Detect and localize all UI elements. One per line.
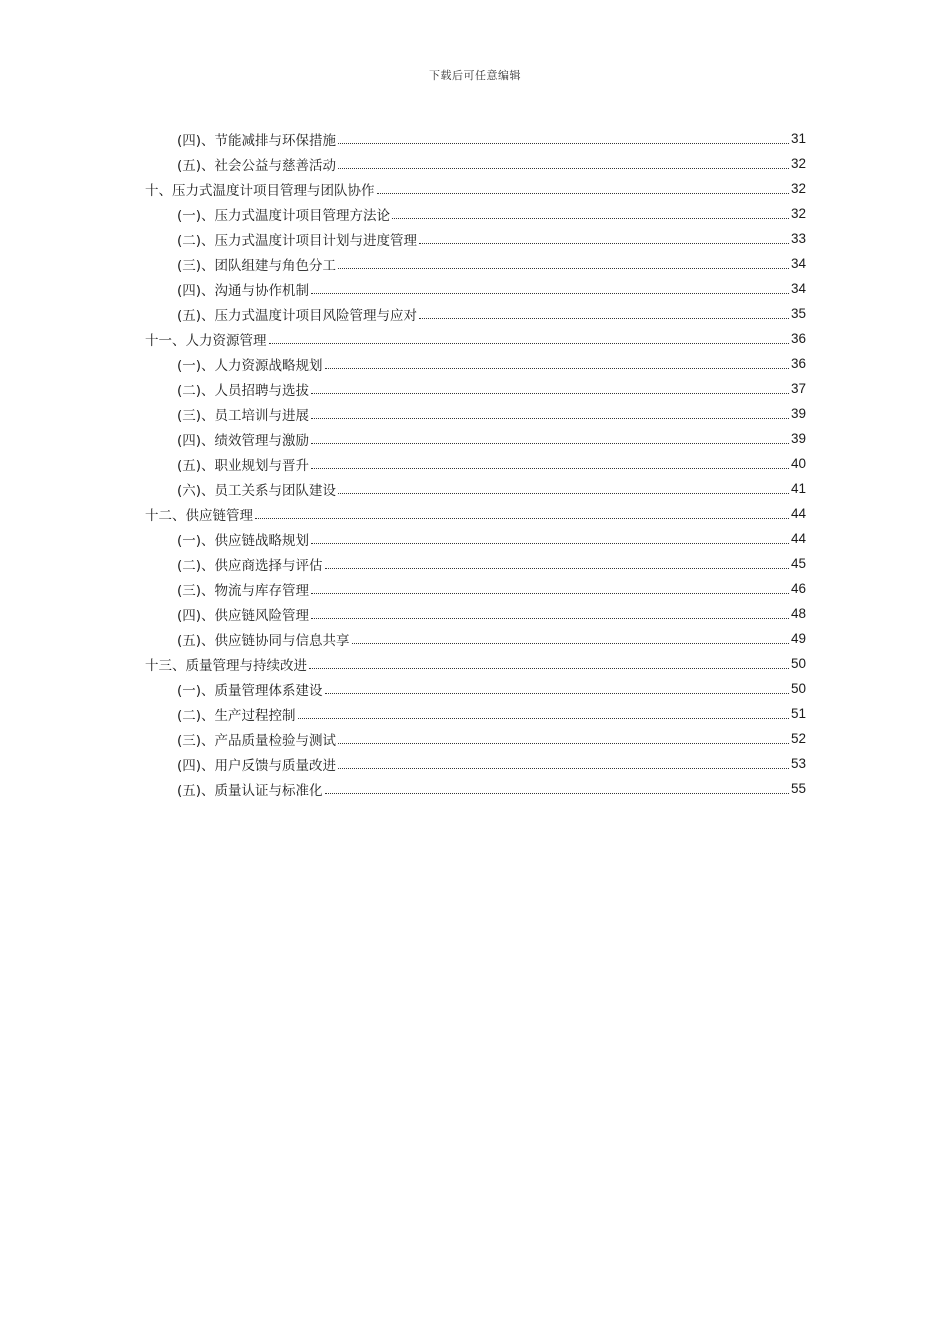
- toc-dot-leader: [392, 218, 789, 219]
- table-of-contents: [145, 126, 806, 801]
- toc-section-entry[interactable]: [145, 601, 806, 626]
- toc-dot-leader: [419, 318, 789, 319]
- toc-page-number: 53: [790, 756, 806, 771]
- toc-page-number: 55: [790, 781, 806, 796]
- page-header: 下载后可任意编辑: [429, 69, 521, 82]
- toc-page-number: 44: [790, 531, 806, 546]
- toc-entry-label: (五)、质量认证与标准化: [177, 782, 323, 799]
- toc-page-number: 40: [790, 456, 806, 471]
- toc-entry-label: (五)、供应链协同与信息共享: [177, 632, 350, 649]
- toc-entry-label: (四)、节能减排与环保措施: [177, 132, 337, 149]
- toc-page-number: 34: [790, 281, 806, 296]
- toc-entry-label: (四)、沟通与协作机制: [177, 282, 310, 299]
- toc-dot-leader: [309, 668, 789, 669]
- toc-page-number: 35: [790, 306, 806, 321]
- toc-dot-leader: [338, 743, 789, 744]
- toc-entry-label: (一)、压力式温度计项目管理方法论: [177, 207, 391, 224]
- toc-section-entry[interactable]: [145, 351, 806, 376]
- toc-entry-label: 十一、人力资源管理: [145, 332, 267, 349]
- toc-entry-label: (二)、供应商选择与评估: [177, 557, 323, 574]
- toc-section-entry[interactable]: [145, 126, 806, 151]
- toc-dot-leader: [269, 343, 789, 344]
- toc-section-entry[interactable]: [145, 301, 806, 326]
- toc-entry-label: (四)、绩效管理与激励: [177, 432, 310, 449]
- toc-entry-label: (五)、职业规划与晋升: [177, 457, 310, 474]
- toc-page-number: 36: [790, 331, 806, 346]
- toc-entry-label: (二)、生产过程控制: [177, 707, 296, 724]
- toc-page-number: 37: [790, 381, 806, 396]
- toc-dot-leader: [338, 493, 789, 494]
- toc-section-entry[interactable]: [145, 276, 806, 301]
- toc-entry-label: (三)、员工培训与进展: [177, 407, 310, 424]
- toc-page-number: 45: [790, 556, 806, 571]
- toc-dot-leader: [311, 543, 789, 544]
- toc-chapter-entry[interactable]: [145, 326, 806, 351]
- toc-page-number: 41: [790, 481, 806, 496]
- toc-entry-label: (一)、质量管理体系建设: [177, 682, 323, 699]
- toc-page-number: 33: [790, 231, 806, 246]
- toc-page-number: 50: [790, 681, 806, 696]
- toc-page-number: 36: [790, 356, 806, 371]
- toc-section-entry[interactable]: [145, 151, 806, 176]
- toc-section-entry[interactable]: [145, 476, 806, 501]
- toc-entry-label: (五)、压力式温度计项目风险管理与应对: [177, 307, 418, 324]
- toc-section-entry[interactable]: [145, 426, 806, 451]
- toc-entry-label: (三)、产品质量检验与测试: [177, 732, 337, 749]
- toc-entry-label: (二)、压力式温度计项目计划与进度管理: [177, 232, 418, 249]
- toc-entry-label: 十二、供应链管理: [145, 507, 253, 524]
- toc-dot-leader: [311, 293, 789, 294]
- toc-page-number: 46: [790, 581, 806, 596]
- toc-dot-leader: [311, 443, 789, 444]
- toc-entry-label: (一)、供应链战略规划: [177, 532, 310, 549]
- toc-page-number: 51: [790, 706, 806, 721]
- toc-dot-leader: [311, 618, 789, 619]
- toc-entry-label: (二)、人员招聘与选拔: [177, 382, 310, 399]
- toc-dot-leader: [311, 393, 789, 394]
- toc-dot-leader: [255, 518, 789, 519]
- toc-dot-leader: [338, 268, 789, 269]
- toc-entry-label: (四)、用户反馈与质量改进: [177, 757, 337, 774]
- toc-section-entry[interactable]: [145, 376, 806, 401]
- toc-dot-leader: [325, 693, 789, 694]
- toc-dot-leader: [419, 243, 789, 244]
- toc-entry-label: 十、压力式温度计项目管理与团队协作: [145, 182, 375, 199]
- toc-dot-leader: [325, 793, 789, 794]
- toc-entry-label: (一)、人力资源战略规划: [177, 357, 323, 374]
- toc-section-entry[interactable]: [145, 526, 806, 551]
- toc-page-number: 32: [790, 206, 806, 221]
- toc-chapter-entry[interactable]: [145, 176, 806, 201]
- toc-section-entry[interactable]: [145, 776, 806, 801]
- toc-dot-leader: [377, 193, 789, 194]
- toc-page-number: 39: [790, 431, 806, 446]
- toc-page-number: 32: [790, 181, 806, 196]
- toc-section-entry[interactable]: [145, 451, 806, 476]
- toc-entry-label: (三)、物流与库存管理: [177, 582, 310, 599]
- toc-section-entry[interactable]: [145, 251, 806, 276]
- toc-section-entry[interactable]: [145, 226, 806, 251]
- toc-section-entry[interactable]: [145, 201, 806, 226]
- toc-chapter-entry[interactable]: [145, 651, 806, 676]
- toc-entry-label: (四)、供应链风险管理: [177, 607, 310, 624]
- toc-section-entry[interactable]: [145, 551, 806, 576]
- toc-section-entry[interactable]: [145, 401, 806, 426]
- toc-page-number: 32: [790, 156, 806, 171]
- toc-page-number: 34: [790, 256, 806, 271]
- toc-page-number: 44: [790, 506, 806, 521]
- toc-page-number: 49: [790, 631, 806, 646]
- toc-section-entry[interactable]: [145, 726, 806, 751]
- toc-section-entry[interactable]: [145, 701, 806, 726]
- toc-dot-leader: [352, 643, 789, 644]
- toc-dot-leader: [338, 168, 789, 169]
- toc-dot-leader: [311, 418, 789, 419]
- toc-dot-leader: [338, 768, 789, 769]
- toc-entry-label: (五)、社会公益与慈善活动: [177, 157, 337, 174]
- toc-page-number: 48: [790, 606, 806, 621]
- toc-dot-leader: [325, 568, 789, 569]
- toc-page-number: 31: [790, 131, 806, 146]
- toc-dot-leader: [325, 368, 789, 369]
- toc-dot-leader: [298, 718, 789, 719]
- toc-page-number: 50: [790, 656, 806, 671]
- toc-section-entry[interactable]: [145, 676, 806, 701]
- toc-section-entry[interactable]: [145, 751, 806, 776]
- toc-dot-leader: [311, 593, 789, 594]
- toc-section-entry[interactable]: [145, 576, 806, 601]
- toc-entry-label: 十三、质量管理与持续改进: [145, 657, 307, 674]
- toc-page-number: 52: [790, 731, 806, 746]
- toc-dot-leader: [338, 143, 789, 144]
- toc-chapter-entry[interactable]: [145, 501, 806, 526]
- toc-entry-label: (六)、员工关系与团队建设: [177, 482, 337, 499]
- toc-entry-label: (三)、团队组建与角色分工: [177, 257, 337, 274]
- toc-page-number: 39: [790, 406, 806, 421]
- toc-dot-leader: [311, 468, 789, 469]
- toc-section-entry[interactable]: [145, 626, 806, 651]
